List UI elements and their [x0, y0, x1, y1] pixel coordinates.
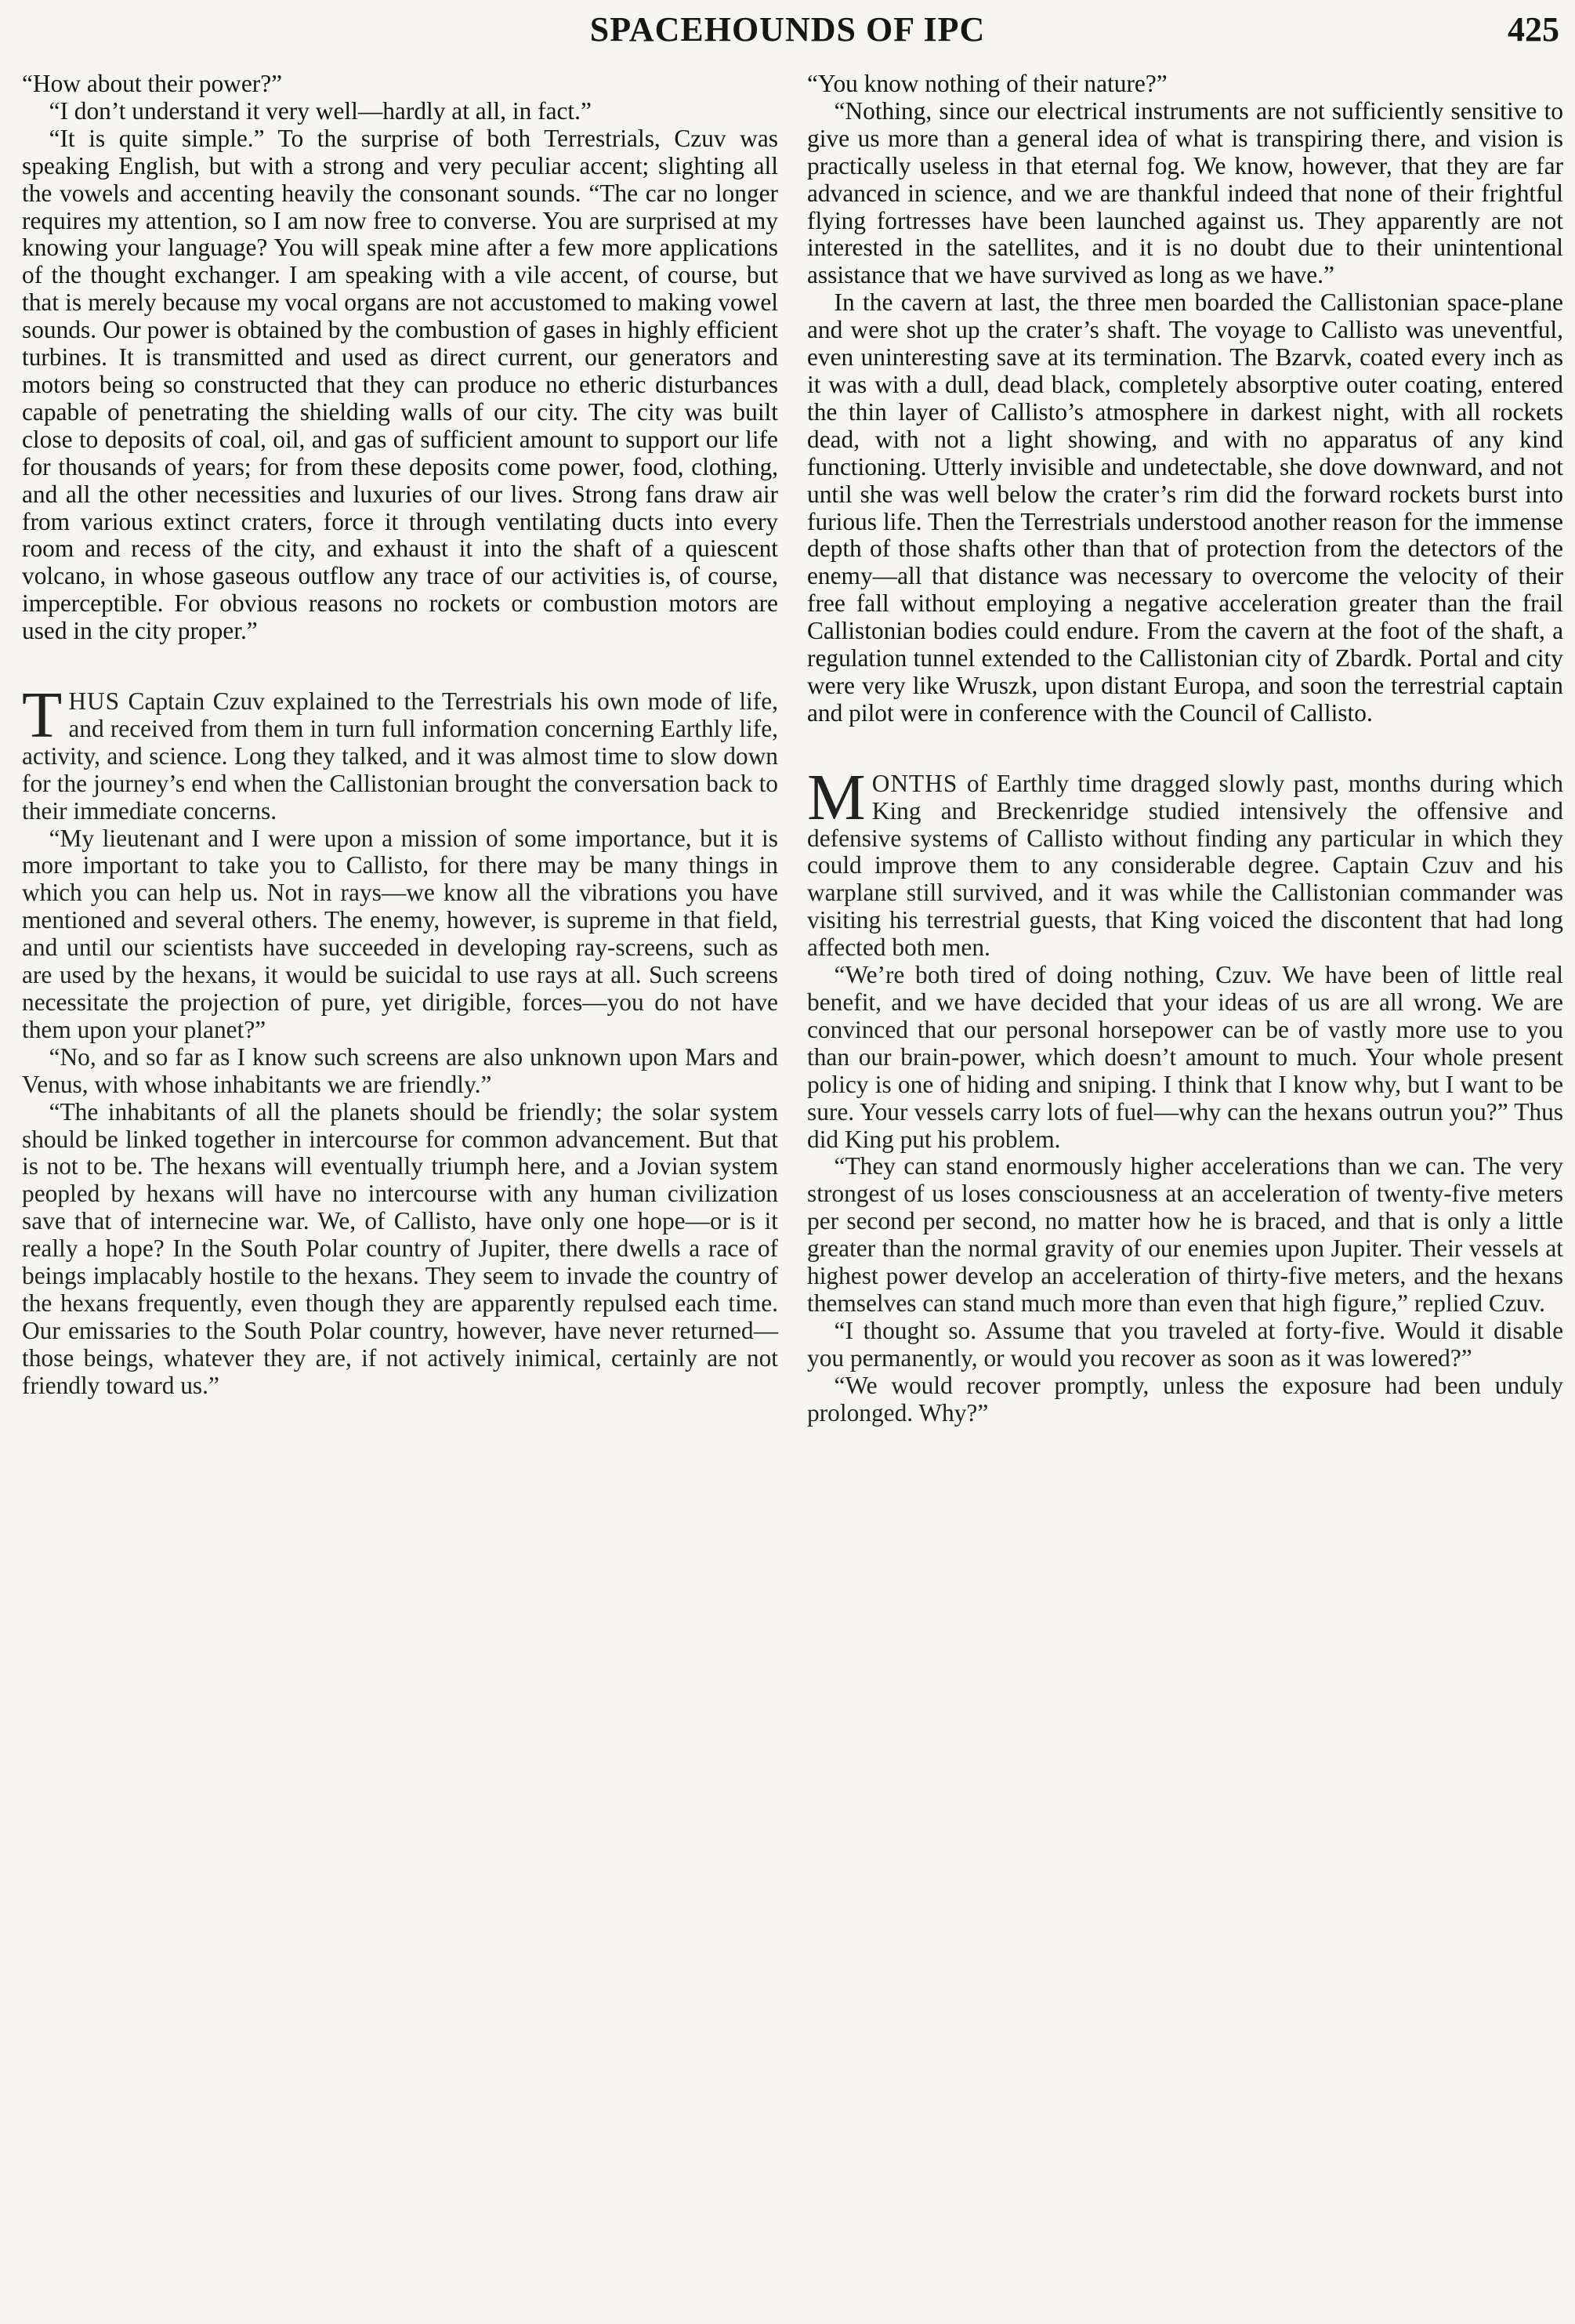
section-two	[22, 679, 778, 1400]
left-column	[22, 71, 778, 1400]
section-opening-paragraph	[22, 679, 778, 825]
lead-word: HUS	[68, 687, 121, 716]
section-opening-paragraph	[807, 760, 1563, 962]
paragraph: “I thought so. Assume that you traveled at forty-five. Would it disable you permanently, or would you recover as soon as it was lowered?”	[807, 1316, 1563, 1372]
paragraph: “We’re both tired of doing nothing, Czuv. We have been of little real benefit, and we have decided that your ideas of us are all wrong. We are convinced that our personal horsepower can be of vastly more use to you than our brain-power, which doesn’t amount to much. Your whole present policy is one of hiding and sniping. I think that I know why, but I want to be sure. Your vessels carry lots of fuel—why can the hexans outrun you?” Thus did King put his problem.	[807, 961, 1563, 1153]
drop-cap: T	[22, 679, 63, 752]
page-number: 425	[1508, 10, 1559, 49]
paragraph: “They can stand enormously higher accelerations than we can. The very strongest of us loses consciousness at an acceleration of twenty-five meters per second per second, no matter how he is braced, and that is only a little greater than the normal gravity of our enemies upon Jupiter. Their vessels at highest power develop an acceleration of thirty-five meters, and the hexans themselves can stand much more than even that high figure,” replied Czuv.	[807, 1152, 1563, 1317]
lead-word: ONTHS	[871, 769, 958, 797]
right-column	[807, 71, 1563, 1427]
paragraph: “My lieutenant and I were upon a mission of some importance, but it is more important to take you to Callisto, for there may be many things in which you can help us. Not in rays—we know all the vibrations you have mentioned and several others. The enemy, however, is supreme in that field, and until our scientists have succeeded in developing ray-screens, such as are used by the hexans, it would be suicidal to use rays at all. Such screens necessitate the projection of pure, yet dirigible, forces—you do not have them upon your planet?”	[22, 824, 778, 1043]
drop-cap: M	[807, 760, 866, 834]
paragraph: “We would recover promptly, unless the exposure had been unduly prolonged. Why?”	[807, 1371, 1563, 1427]
running-title: SPACEHOUNDS OF IPC	[589, 10, 986, 49]
paragraph: “I don’t understand it very well—hardly at all, in fact.”	[49, 96, 592, 125]
section-two	[807, 760, 1563, 1427]
paragraph-text: Captain Czuv explained to the Terrestrials his own mode of life, and received from them in turn full information concerning Earthly life, activity, and science. Long they talked, and it was almost time to slow down for the journey’s end when the Callistonian brought the conversation back to their immediate concerns.	[22, 687, 778, 825]
paragraph: “Nothing, since our electrical instruments are not sufficiently sensitive to give us more than a general idea of what is transpiring there, and vision is practically useless in that eternal fog. We know, however, that they are far advanced in science, and we are thankful indeed that none of their frightful flying fortresses have been launched against us. They apparently are not interested in the satellites, and it is no doubt due to their unintentional assistance that we have survived as long as we have.”	[807, 96, 1563, 289]
paragraph: “You know nothing of their nature?”	[807, 70, 1168, 97]
paragraph: “It is quite simple.” To the surprise of both Terrestrials, Czuv was speaking English, but with a strong and very peculiar accent; slighting all the vowels and accenting heavily the consonant sounds. “The car no longer requires my attention, so I am now free to converse. You are surprised at my knowing your language? You will speak mine after a few more applications of the thought exchanger. I am speaking with a vile accent, of course, but that is merely because my vocal organs are not accustomed to making vowel sounds. Our power is obtained by the combustion of gases in highly efficient turbines. It is transmitted and used as direct current, our generators and motors being so constructed that they can produce no etheric disturbances capable of penetrating the shielding walls of our city. The city was built close to deposits of coal, oil, and gas of sufficient amount to support our life for thousands of years; for from these deposits come power, food, clothing, and all the other necessities and luxuries of our lives. Strong fans draw air from various extinct craters, force it through ventilating ducts into every room and recess of the city, and exhaust it into the shaft of a quiescent volcano, in whose gaseous outflow any trace of our activities is, of course, imperceptible. For obvious reasons no rockets or combustion motors are used in the city proper.”	[22, 124, 778, 645]
paragraph-text: of Earthly time dragged slowly past, months during which King and Breckenridge studied intensively the offensive and defensive systems of Callisto without finding any particular in which they could improve them to any considerable degree. Captain Czuv and his warplane still survived, and it was while the Callistonian commander was visiting his terrestrial guests, that King voiced the discontent that had long affected both men.	[807, 769, 1563, 962]
paragraph: “How about their power?”	[22, 70, 283, 97]
paragraph: “The inhabitants of all the planets should be friendly; the solar system should be linked together in intercourse for common advancement. But that is not to be. The hexans will eventually triumph here, and a Jovian system peopled by hexans will have no intercourse with any human civilization save that of internecine war. We, of Callisto, have only one hope—or is it really a hope? In the South Polar country of Jupiter, there dwells a race of beings implacably hostile to the hexans. They seem to invade the country of the hexans frequently, even though they are apparently repulsed each time. Our emissaries to the South Polar country, however, have never returned—those beings, whatever they are, if not actively inimical, certainly are not friendly toward us.”	[22, 1097, 778, 1399]
paragraph: In the cavern at last, the three men boarded the Callistonian space-plane and were shot up the crater’s shaft. The voyage to Callisto was uneventful, even uninteresting save at its termination. The Bzarvk, coated every inch as it was with a dull, dead black, completely absorptive outer coating, entered the thin layer of Callisto’s atmosphere in darkest night, with all rockets dead, with not a light showing, and with no apparatus of any kind functioning. Utterly invisible and undetectable, she dove downward, and not until she was well below the crater’s rim did the forward rockets burst into furious life. Then the Terrestrials understood another reason for the immense depth of those shafts other than that of protection from the detectors of the enemy—all that distance was necessary to overcome the velocity of their free fall without employing a negative acceleration greater than the frail Callistonian bodies could endure. From the cavern at the foot of the shaft, a regulation tunnel extended to the Callistonian city of Zbardk. Portal and city were very like Wruszk, upon distant Europa, and soon the terrestrial captain and pilot were in conference with the Council of Callisto.	[807, 288, 1563, 727]
paragraph: “No, and so far as I know such screens are also unknown upon Mars and Venus, with whose inhabitants we are friendly.”	[22, 1042, 778, 1098]
page-header	[0, 0, 1575, 55]
